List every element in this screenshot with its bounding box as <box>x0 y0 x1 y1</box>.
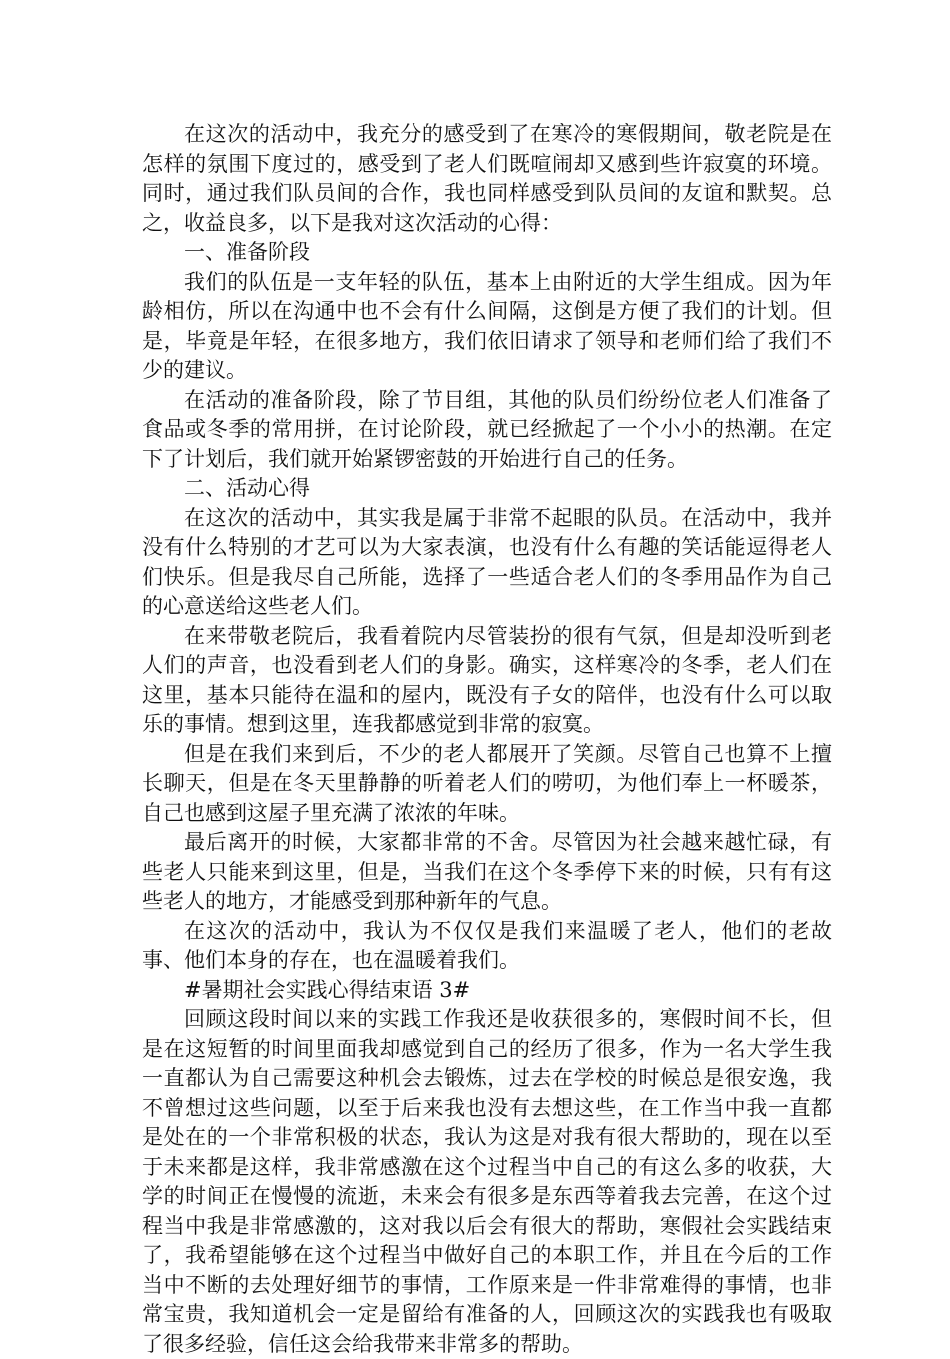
paragraph-experience-3: 但是在我们来到后，不少的老人都展开了笑颜。尽管自己也算不上擅长聊天，但是在冬天里静静的听着老人们的唠叨，为他们奉上一杯暖茶，自己也感到这屋子里充满了浓浓的年味。 <box>142 741 832 825</box>
paragraph-experience-1: 在这次的活动中，其实我是属于非常不起眼的队员。在活动中，我并没有什么特别的才艺可以为大家表演，也没有什么有趣的笑话能逗得老人们快乐。但是我尽自己所能，选择了一些适合老人们的冬季用品作为自己的心意送给这些老人们。 <box>142 505 832 618</box>
paragraph-conclusion: 回顾这段时间以来的实践工作我还是收获很多的，寒假时间不长，但是在这短暂的时间里面我却感觉到自己的经历了很多，作为一名大学生我一直都认为自己需要这种机会去锻炼，过去在学校的时候总是很安逸，我不曾想过这些问题，以至于后来我也没有去想这些，在工作当中我一直都是处在的一个非常积极的状态，我认为这是对我有很大帮助的，现在以至于未来都是这样，我非常感激在这个过程当中自己的有这么多的收获，大学的时间正在慢慢的流逝，未来会有很多是东西等着我去完善，在这个过程当中我是非常感激的，这对我以后会有很大的帮助，寒假社会实践结束了，我希望能够在这个过程当中做好自己的本职工作，并且在今后的工作当中不断的去处理好细节的事情，工作原来是一件非常难得的事情，也非常宝贵，我知道机会一定是留给有准备的人，回顾这次的实践我也有吸取了很多经验，信任这会给我带来非常多的帮助。 <box>142 1007 832 1356</box>
document-body <box>142 120 832 1359</box>
section-heading-conclusion-3: #暑期社会实践心得结束语 3# <box>184 977 471 1002</box>
paragraph-intro: 在这次的活动中，我充分的感受到了在寒冷的寒假期间，敬老院是在怎样的氛围下度过的，感受到了老人们既喧闹却又感到些许寂寞的环境。同时，通过我们队员间的合作，我也同样感受到队员间的友谊和默契。总之，收益良多，以下是我对这次活动的心得： <box>142 122 832 235</box>
paragraph-team: 我们的队伍是一支年轻的队伍，基本上由附近的大学生组成。因为年龄相仿，所以在沟通中也不会有什么间隔，这倒是方便了我们的计划。但是，毕竟是年轻，在很多地方，我们依旧请求了领导和老师们给了我们不少的建议。 <box>142 269 832 382</box>
section-heading-preparation: 一、准备阶段 <box>184 240 310 264</box>
paragraph-experience-5: 在这次的活动中，我认为不仅仅是我们来温暖了老人，他们的老故事、他们本身的存在，也在温暖着我们。 <box>142 918 832 972</box>
paragraph-experience-2: 在来带敬老院后，我看着院内尽管装扮的很有气氛，但是却没听到老人们的声音，也没看到老人们的身影。确实，这样寒冷的冬季，老人们在这里，基本只能待在温和的屋内，既没有子女的陪伴，也没有什么可以取乐的事情。想到这里，连我都感觉到非常的寂寞。 <box>142 623 832 736</box>
section-heading-experience: 二、活动心得 <box>184 476 310 500</box>
paragraph-experience-4: 最后离开的时候，大家都非常的不舍。尽管因为社会越来越忙碌，有些老人只能来到这里，但是，当我们在这个冬季停下来的时候，只有有这些老人的地方，才能感受到那种新年的气息。 <box>142 830 832 913</box>
paragraph-preparation: 在活动的准备阶段，除了节目组，其他的队员们纷纷位老人们准备了食品或冬季的常用拼，在讨论阶段，就已经掀起了一个小小的热潮。在定下了计划后，我们就开始紧锣密鼓的开始进行自己的任务。 <box>142 387 832 471</box>
